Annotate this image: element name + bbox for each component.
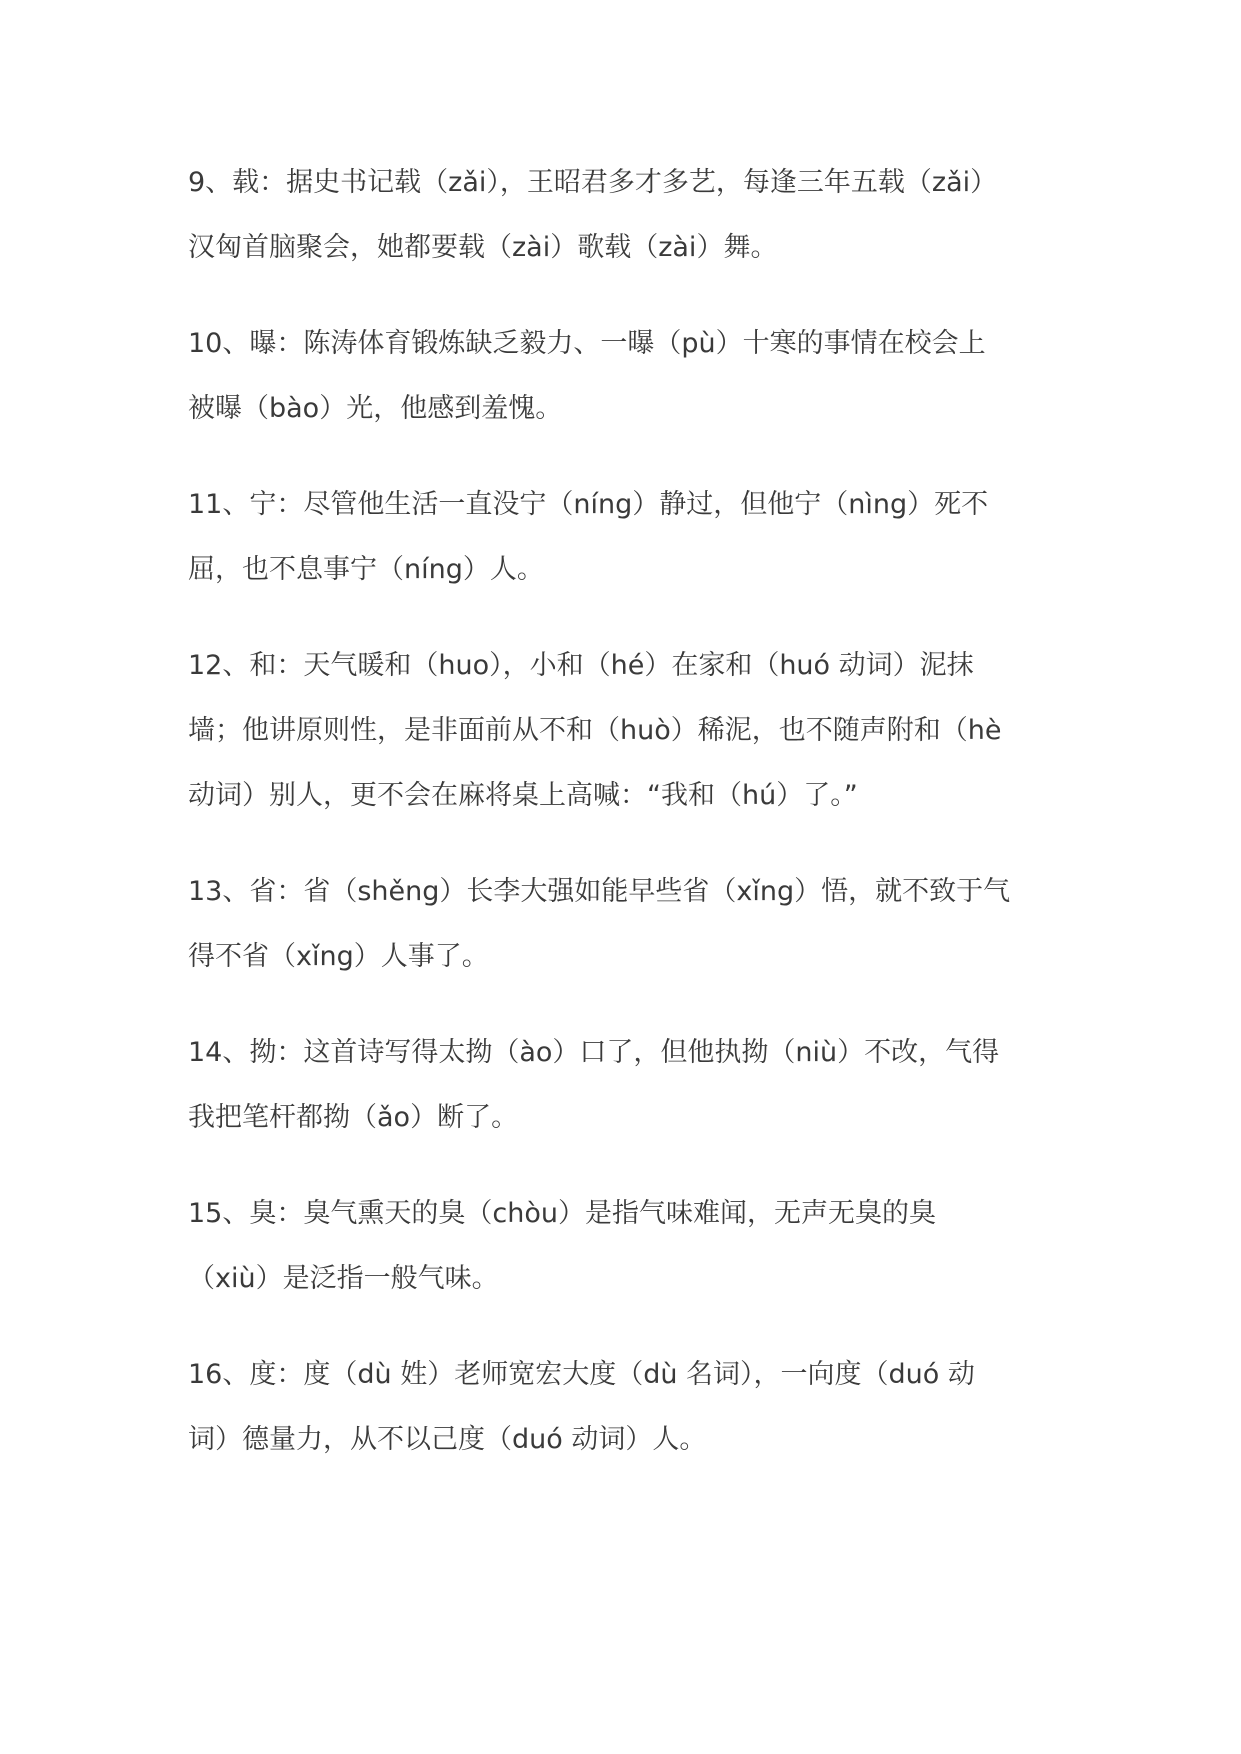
entry-14 — [188, 1020, 1063, 1150]
entry-line: 15、臭：臭气熏天的臭（chòu）是指气味难闻，无声无臭的臭 — [188, 1198, 936, 1229]
document-body — [188, 150, 1063, 1472]
entry-line: 屈，也不息事宁（níng）人。 — [188, 554, 544, 585]
entry-line: 墙；他讲原则性，是非面前从不和（huò）稀泥，也不随声附和（hè — [188, 715, 1002, 746]
entry-15 — [188, 1181, 1063, 1311]
entry-line: 11、宁：尽管他生活一直没宁（níng）静过，但他宁（nìng）死不 — [188, 489, 989, 520]
entry-line: 被曝（bào）光，他感到羞愧。 — [188, 393, 563, 424]
entry-line: 13、省：省（shěng）长李大强如能早些省（xǐng）悟，就不致于气 — [188, 876, 1011, 907]
entry-line: 12、和：天气暖和（huo），小和（hé）在家和（huó 动词）泥抹 — [188, 650, 974, 681]
entry-11 — [188, 472, 1063, 602]
entry-10 — [188, 311, 1063, 441]
entry-9 — [188, 150, 1063, 280]
entry-16 — [188, 1342, 1063, 1472]
entry-line: 16、度：度（dù 姓）老师宽宏大度（dù 名词），一向度（duó 动 — [188, 1359, 975, 1390]
entry-12 — [188, 633, 1063, 828]
entry-13 — [188, 859, 1063, 989]
entry-line: 动词）别人，更不会在麻将桌上高喊：“我和（hú）了。” — [188, 780, 858, 811]
entry-line: 词）德量力，从不以己度（duó 动词）人。 — [188, 1424, 707, 1455]
entry-line: 我把笔杆都拗（ǎo）断了。 — [188, 1102, 519, 1133]
entry-line: 10、曝：陈涛体育锻炼缺乏毅力、一曝（pù）十寒的事情在校会上 — [188, 328, 986, 359]
entry-line: 汉匈首脑聚会，她都要载（zài）歌载（zài）舞。 — [188, 232, 778, 263]
entry-line: （xiù）是泛指一般气味。 — [188, 1263, 499, 1294]
entry-line: 得不省（xǐng）人事了。 — [188, 941, 489, 972]
entry-line: 14、拗：这首诗写得太拗（ào）口了，但他执拗（niù）不改，气得 — [188, 1037, 1000, 1068]
entry-line: 9、载：据史书记载（zǎi），王昭君多才多艺，每逢三年五载（zǎi） — [188, 167, 998, 198]
